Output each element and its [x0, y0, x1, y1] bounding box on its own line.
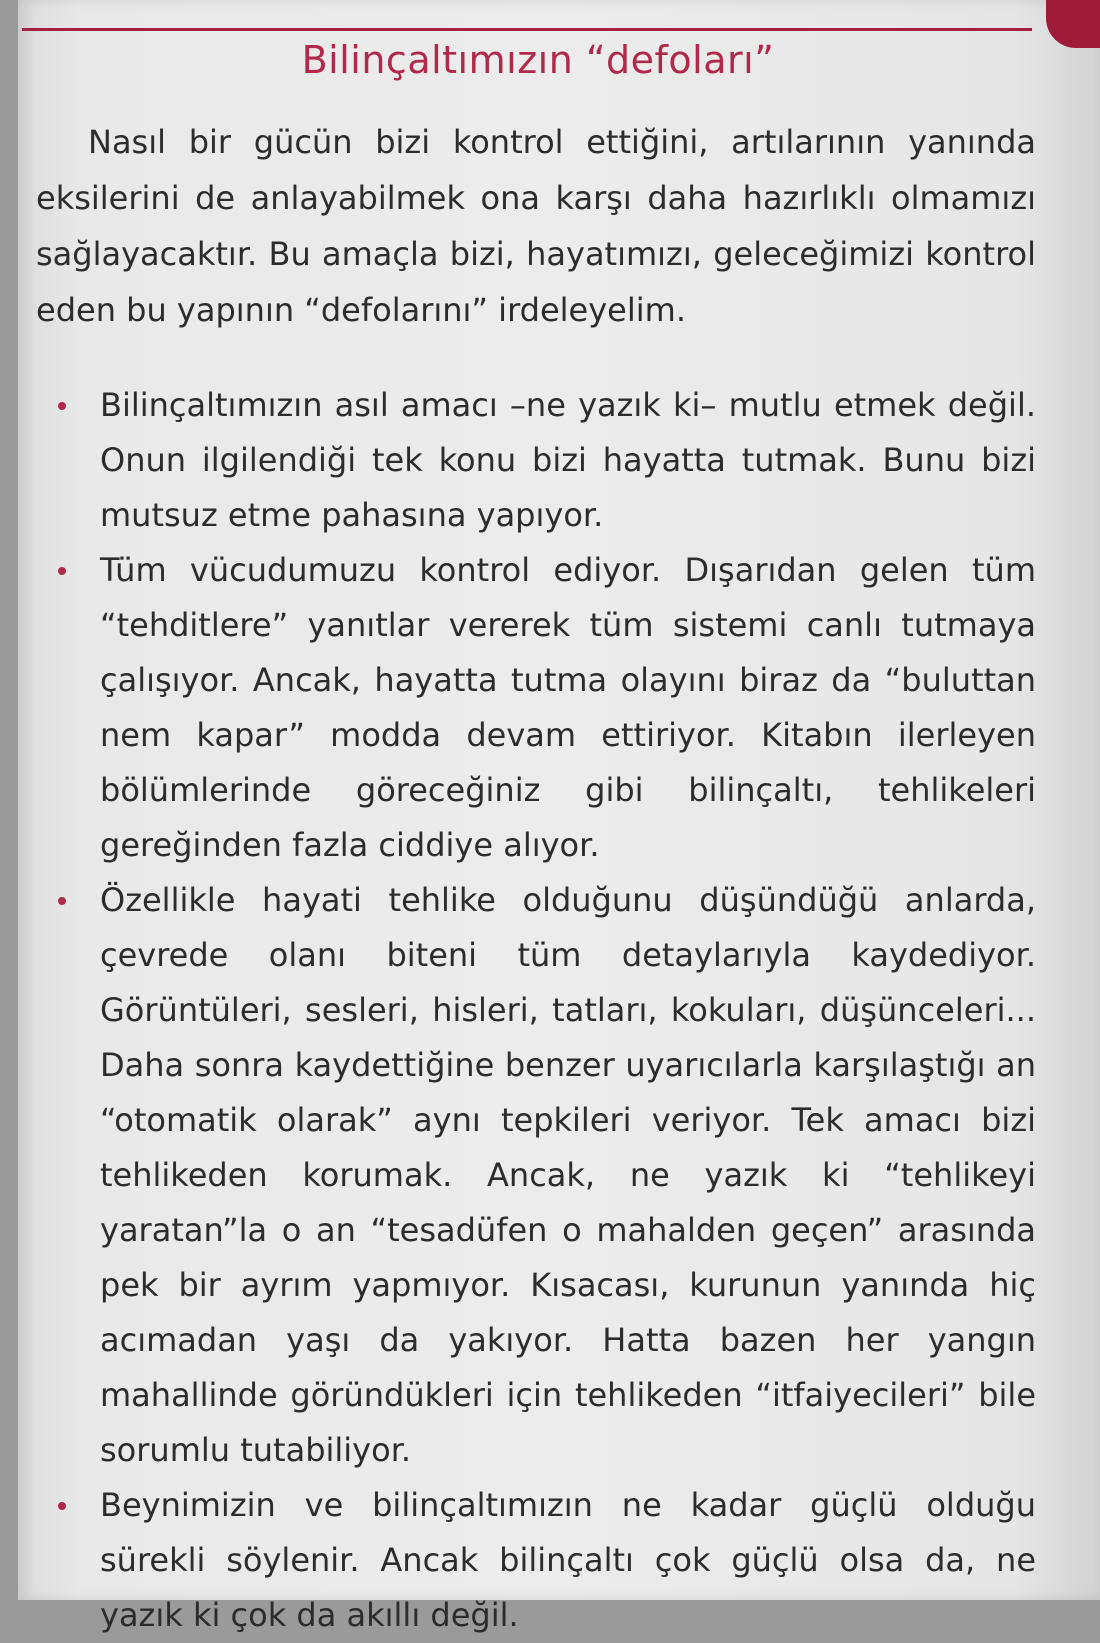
bullet-item	[36, 543, 1036, 873]
bullet-list	[36, 378, 1036, 1643]
bullet-text: Özellikle hayati tehlike olduğunu düşündüğü anlarda, çevrede olanı biteni tüm detaylarıyla kaydediyor. Görüntüleri, sesleri, hisleri, tatları, kokuları, düşünceleri... Daha sonra kaydettiğine benzer uyarıcılarla karşılaştığı an “otomatik olarak” aynı tepkileri veriyor. Tek amacı bizi tehlikeden korumak. Ancak, ne yazık ki “tehlikeyi yaratan”la o an “tesadüfen o mahalden geçen” arasında pek bir ayrım yapmıyor. Kısacası, kurunun yanında hiç acımadan yaşı da yakıyor. Hatta bazen her yangın mahallinde göründükleri için tehlikeden “itfaiyecileri” bile sorumlu tutabiliyor.	[100, 881, 1036, 1469]
bullet-item	[36, 378, 1036, 543]
bullet-icon	[58, 897, 66, 905]
book-page	[18, 0, 1100, 1634]
bullet-text: Beynimizin ve bilinçaltımızın ne kadar güçlü olduğu sürekli söylenir. Ancak bilinçaltı çok güçlü olsa da, ne yazık ki çok da akıllı değil.	[100, 1486, 1036, 1634]
bullet-item	[36, 1478, 1036, 1643]
bullet-item	[36, 873, 1036, 1478]
header-rule	[22, 28, 1032, 31]
bullet-icon	[58, 402, 66, 410]
bullet-text: Tüm vücudumuzu kontrol ediyor. Dışarıdan gelen tüm “tehditlere” yanıtlar vererek tüm sistemi canlı tutmaya çalışıyor. Ancak, hayatta tutma olayını biraz da “buluttan nem kapar” modda devam ettiriyor. Kitabın ilerleyen bölümlerinde göreceğiniz gibi bilinçaltı, tehlikeleri gereğinden fazla ciddiye alıyor.	[100, 551, 1036, 864]
intro-paragraph: Nasıl bir gücün bizi kontrol ettiğini, artılarının yanında eksilerini de anlayabilmek ona karşı daha hazırlıklı olmamızı sağlayacaktır. Bu amaçla bizi, hayatımızı, geleceğimizi kontrol eden bu yapının “defolarını” irdeleyelim.	[36, 123, 1036, 329]
bullet-text: Bilinçaltımızın asıl amacı –ne yazık ki– mutlu etmek değil. Onun ilgilendiği tek konu bizi hayatta tutmak. Bunu bizi mutsuz etme pahasına yapıyor.	[100, 386, 1036, 534]
bullet-icon	[58, 1502, 66, 1510]
bullet-icon	[58, 567, 66, 575]
page-title: Bilinçaltımızın “defoları”	[301, 38, 775, 82]
